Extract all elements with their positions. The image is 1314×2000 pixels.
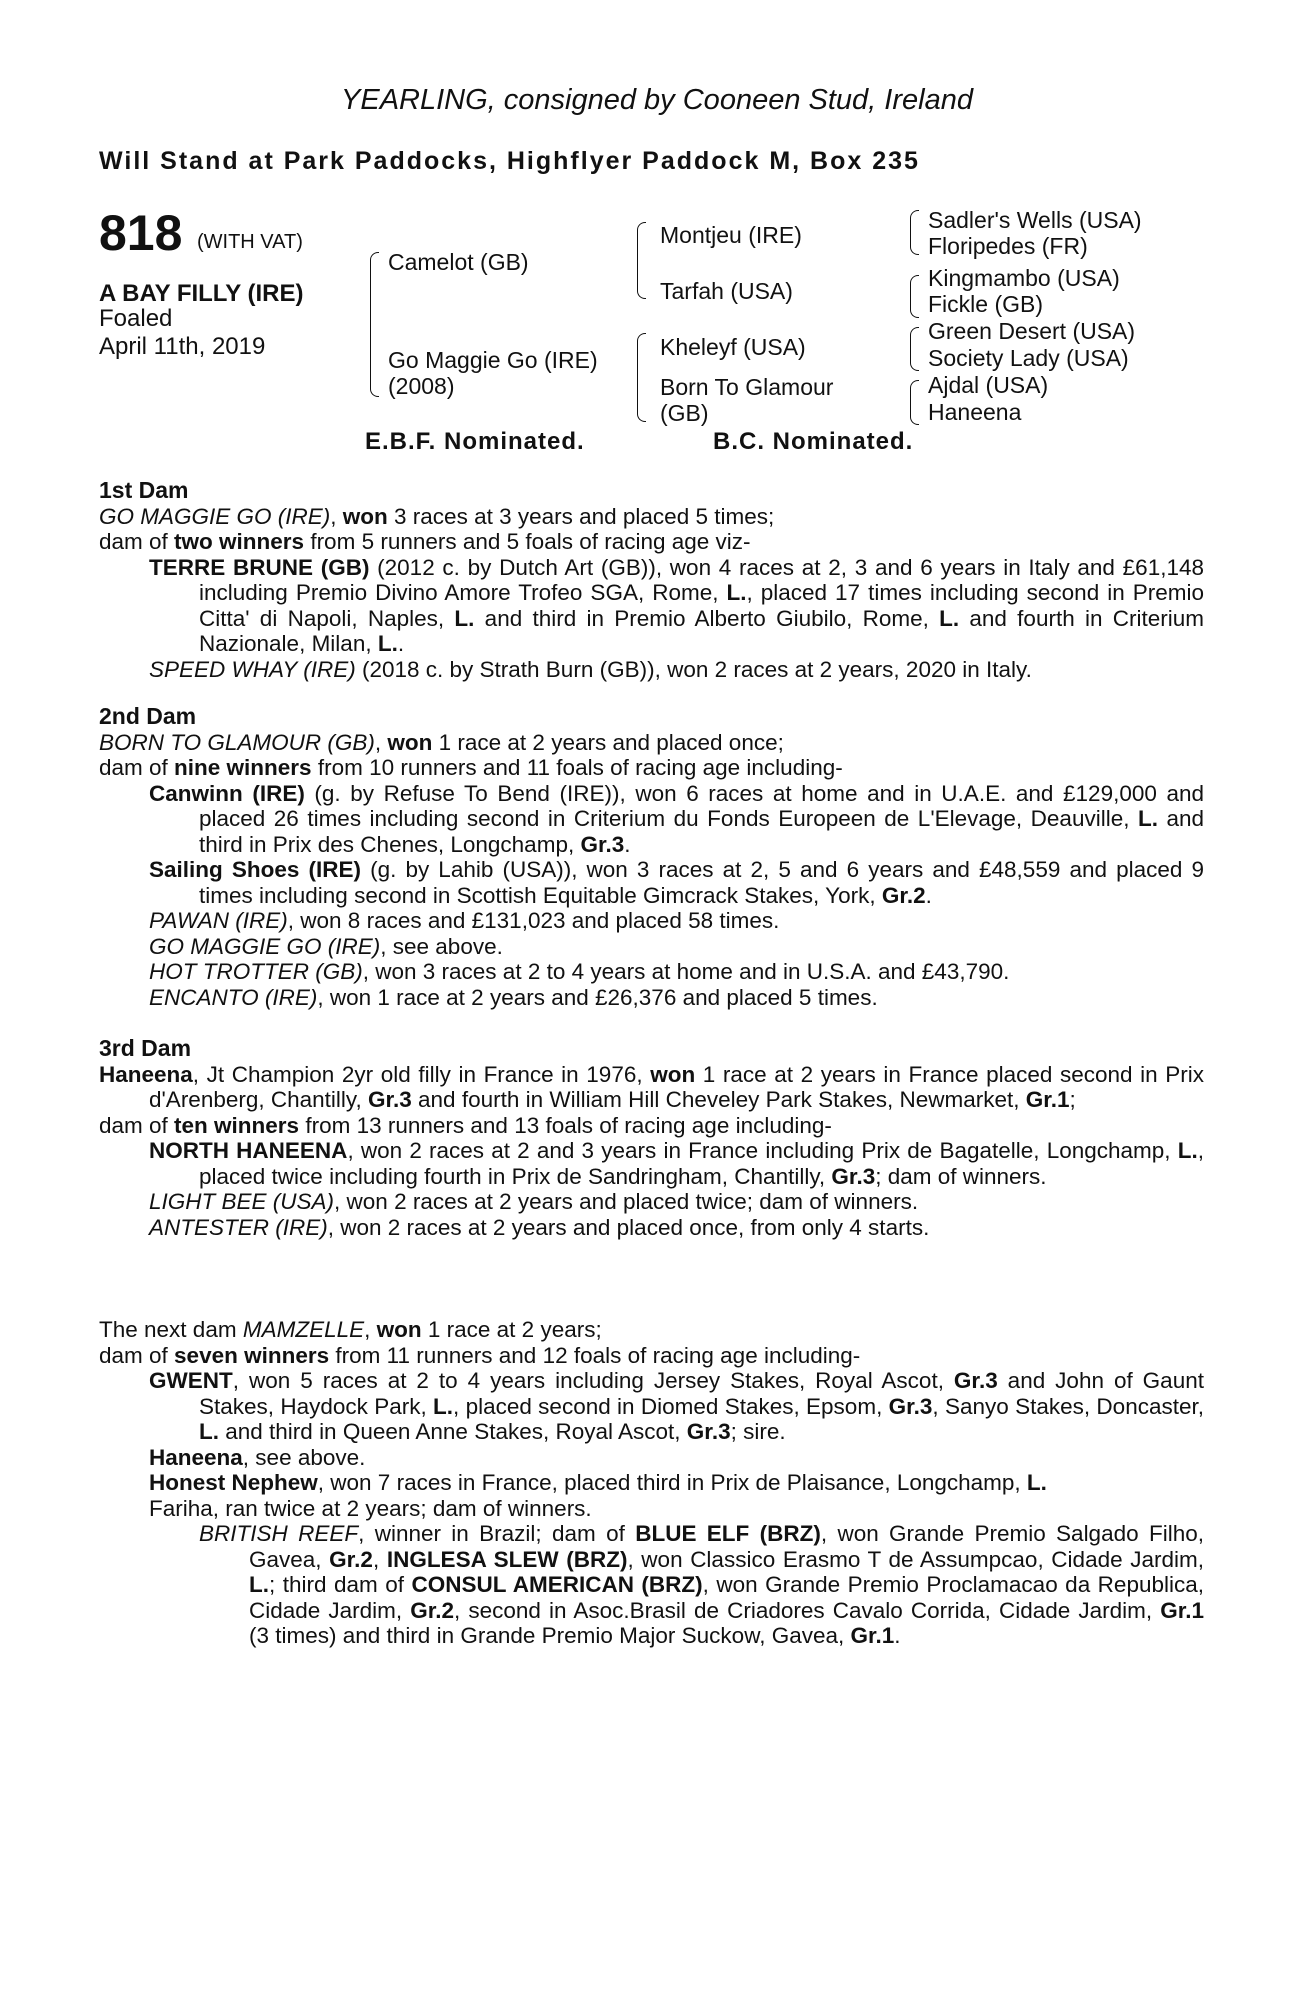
produce-entry: NORTH HANEENA, won 2 races at 2 and 3 years in France including Prix de Bagatelle, Longchamp, L., placed twice including fourth in Prix de Sandringham, Chantilly, Gr.3; dam of winners.	[149, 1138, 1204, 1189]
ss-dam: Floripedes (FR)	[928, 233, 1088, 259]
dd-dam: Haneena	[928, 399, 1022, 425]
brace-sd	[637, 262, 646, 299]
brace-g4	[910, 295, 919, 318]
dam: Go Maggie Go (IRE)	[388, 347, 598, 373]
dam-sire: Kheleyf (USA)	[660, 334, 806, 360]
produce-entry: Fariha, ran twice at 2 years; dam of winners.	[149, 1495, 592, 1521]
dam-dam: Born To Glamour	[660, 374, 834, 400]
brace-g6	[910, 349, 919, 371]
foaled-date: April 11th, 2019	[99, 333, 266, 360]
lot-number: 818	[99, 205, 183, 261]
sd-sire: Kingmambo (USA)	[928, 265, 1120, 291]
second-dam-section	[99, 704, 1204, 1010]
produce-entry: Haneena, see above.	[149, 1444, 366, 1470]
dam-year: (2008)	[388, 373, 455, 399]
ds-dam: Society Lady (USA)	[928, 345, 1129, 371]
brace-g1	[910, 210, 919, 233]
third-dam-heading: 3rd Dam	[99, 1035, 192, 1061]
ds-sire: Green Desert (USA)	[928, 318, 1136, 344]
brace-sire	[370, 252, 379, 341]
produce-entry: Canwinn (IRE) (g. by Refuse To Bend (IRE)), won 6 races at home and in U.A.E. and £129,000 and placed 26 times including second in Criterium du Fonds Europeen de L'Elevage, Deauville, L. and third in Prix des Chenes, Longchamp, Gr.3.	[149, 780, 1205, 857]
produce-entry: TERRE BRUNE (GB) (2012 c. by Dutch Art (GB)), won 4 races at 2, 3 and 6 years in Italy and £61,148 including Premio Divino Amore Trofeo SGA, Rome, L., placed 17 times including second in Premio Citta' di Napoli, Naples, L. and third in Premio Alberto Giubilo, Rome, L. and fourth in Criterium Nazionale, Milan, L..	[149, 554, 1204, 656]
brace-g2	[910, 232, 919, 255]
brace-g7	[910, 380, 919, 403]
sire-sire: Montjeu (IRE)	[660, 222, 802, 248]
second-dam-record: BORN TO GLAMOUR (GB), won 1 race at 2 years and placed once;	[99, 729, 784, 755]
bc-nominated: B.C. Nominated.	[713, 428, 914, 455]
second-dam-heading: 2nd Dam	[99, 703, 197, 729]
next-dam-record: The next dam MAMZELLE, won 1 race at 2 years;	[99, 1317, 602, 1342]
sd-dam: Fickle (GB)	[928, 291, 1043, 317]
lot-name: A BAY FILLY (IRE)	[99, 280, 304, 307]
brace-g3	[910, 275, 919, 296]
third-dam-produce-summary: dam of ten winners from 13 runners and 13 foals of racing age including-	[99, 1112, 832, 1138]
produce-entry: LIGHT BEE (USA), won 2 races at 2 years and placed twice; dam of winners.	[149, 1189, 919, 1214]
foaled-label: Foaled	[99, 305, 173, 332]
ss-sire: Sadler's Wells (USA)	[928, 207, 1142, 233]
produce-entry: GO MAGGIE GO (IRE), see above.	[149, 933, 503, 959]
brace-dam	[370, 340, 379, 397]
produce-entry: Sailing Shoes (IRE) (g. by Lahib (USA)), won 3 races at 2, 5 and 6 years and £48,559 and placed 9 times including second in Scottish Equitable Gimcrack Stakes, York, Gr.2.	[149, 857, 1204, 908]
dd-sire: Ajdal (USA)	[928, 372, 1049, 398]
brace-dd	[637, 373, 646, 422]
first-dam-heading: 1st Dam	[99, 477, 189, 503]
produce-entry: HOT TROTTER (GB), won 3 races at 2 to 4 years at home and in U.S.A. and £43,790.	[149, 959, 1010, 984]
page-title: YEARLING, consigned by Cooneen Stud, Ireland	[341, 84, 973, 116]
sire: Camelot (GB)	[388, 249, 529, 275]
brace-g8	[910, 402, 919, 425]
produce-entry: PAWAN (IRE), won 8 races and £131,023 and placed 58 times.	[149, 908, 780, 933]
ebf-nominated: E.B.F. Nominated.	[365, 428, 585, 455]
produce-entry: ENCANTO (IRE), won 1 race at 2 years and £26,376 and placed 5 times.	[149, 984, 878, 1010]
third-dam-section	[99, 1036, 1204, 1240]
produce-entry: GWENT, won 5 races at 2 to 4 years including Jersey Stakes, Royal Ascot, Gr.3 and John of Gaunt Stakes, Haydock Park, L., placed second in Diomed Stakes, Epsom, Gr.3, Sanyo Stakes, Doncaster, L. and third in Queen Anne Stakes, Royal Ascot, Gr.3; sire.	[149, 1368, 1204, 1444]
dam-dam-origin: (GB)	[660, 400, 709, 426]
vat-note: (WITH VAT)	[197, 231, 303, 253]
second-dam-produce-summary: dam of nine winners from 10 runners and 11 foals of racing age including-	[99, 755, 843, 780]
third-dam-record: Haneena, Jt Champion 2yr old filly in France in 1976, won 1 race at 2 years in France placed second in Prix d'Arenberg, Chantilly, Gr.3 and fourth in William Hill Cheveley Park Stakes, Newmarket, Gr.1;	[99, 1061, 1204, 1112]
brace-g5	[910, 327, 919, 350]
first-dam-section	[99, 478, 1204, 682]
next-dam-produce-summary: dam of seven winners from 11 runners and 12 foals of racing age including-	[99, 1342, 861, 1368]
produce-entry: ANTESTER (IRE), won 2 races at 2 years and placed once, from only 4 starts.	[149, 1214, 930, 1240]
first-dam-record: GO MAGGIE GO (IRE), won 3 races at 3 years and placed 5 times;	[99, 503, 775, 529]
brace-ss	[637, 222, 646, 263]
first-dam-produce-summary: dam of two winners from 5 runners and 5 foals of racing age viz-	[99, 529, 751, 554]
brace-ds	[637, 333, 646, 374]
produce-entry: Honest Nephew, won 7 races in France, placed third in Prix de Plaisance, Longchamp, L.	[149, 1470, 1047, 1495]
stand-location: Will Stand at Park Paddocks, Highflyer Paddock M, Box 235	[99, 147, 920, 175]
produce-entry: SPEED WHAY (IRE) (2018 c. by Strath Burn (GB)), won 2 races at 2 years, 2020 in Italy.	[149, 656, 1032, 682]
produce-entry: BRITISH REEF, winner in Brazil; dam of BLUE ELF (BRZ), won Grande Premio Salgado Filho, Gavea, Gr.2, INGLESA SLEW (BRZ), won Classico Erasmo T de Assumpcao, Cidade Jardim, L.; third dam of CONSUL AMERICAN (BRZ), won Grande Premio Proclamacao da Republica, Cidade Jardim, Gr.2, second in Asoc.Brasil de Criadores Cavalo Corrida, Cidade Jardim, Gr.1 (3 times) and third in Grande Premio Major Suckow, Gavea, Gr.1.	[199, 1521, 1205, 1648]
sire-dam: Tarfah (USA)	[660, 278, 793, 304]
next-dam-section	[99, 1317, 1204, 1649]
